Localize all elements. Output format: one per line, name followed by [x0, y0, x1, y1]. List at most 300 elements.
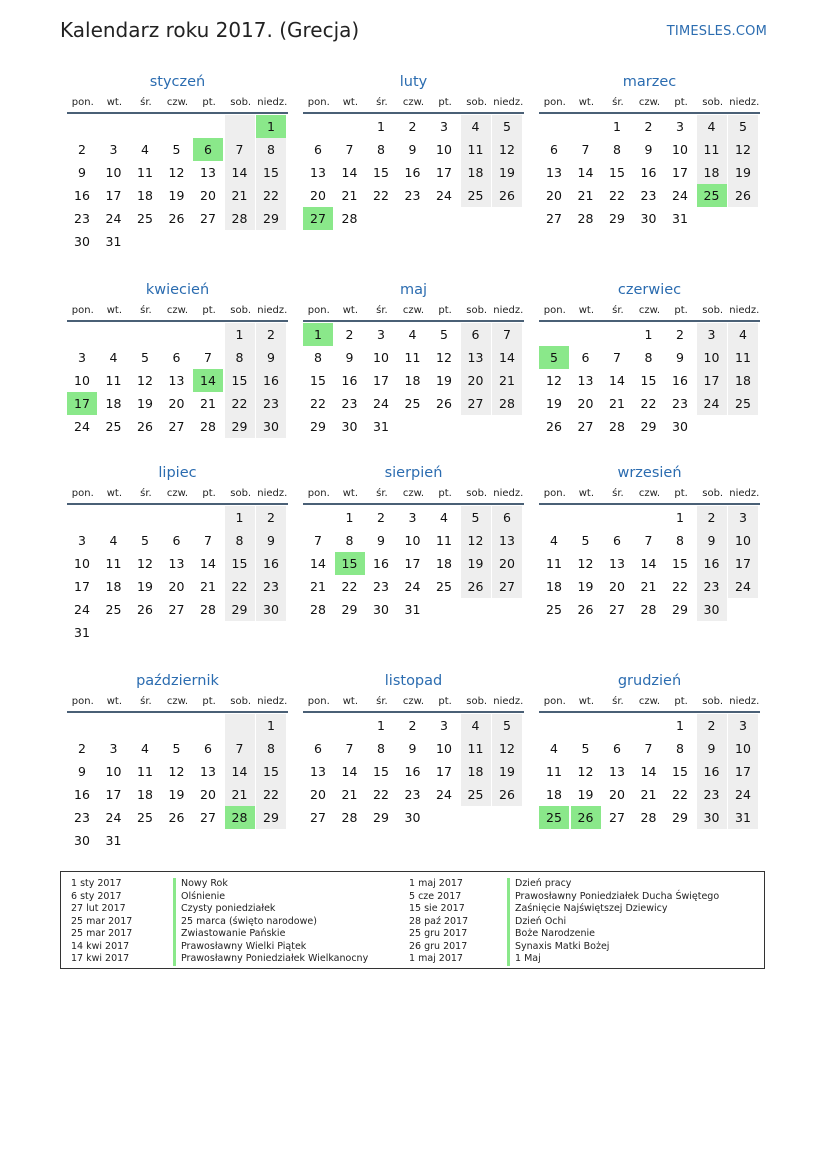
day-cell[interactable]: 25 [105, 602, 122, 617]
day-cell[interactable]: 15 [310, 373, 326, 388]
day-cell[interactable]: 23 [404, 188, 421, 203]
day-cell[interactable]: 10 [672, 142, 688, 157]
day-cell[interactable]: 30 [640, 211, 657, 226]
day-cell[interactable]: 5 [581, 741, 590, 756]
holiday-day-cell[interactable]: 27 [303, 207, 333, 230]
day-cell[interactable]: 15 [225, 552, 255, 575]
day-cell[interactable]: 30 [256, 598, 286, 621]
site-link[interactable]: TIMESLES.COM [666, 24, 767, 39]
day-cell[interactable]: 18 [697, 161, 727, 184]
day-cell[interactable]: 3 [728, 714, 758, 737]
day-cell[interactable]: 10 [74, 556, 90, 571]
day-cell[interactable]: 29 [609, 211, 625, 226]
day-cell[interactable]: 30 [256, 415, 286, 438]
day-cell[interactable]: 24 [728, 575, 758, 598]
day-cell[interactable]: 31 [728, 806, 758, 829]
day-cell[interactable]: 6 [461, 323, 491, 346]
day-cell[interactable]: 2 [408, 718, 417, 733]
day-cell[interactable]: 9 [408, 741, 417, 756]
day-cell[interactable]: 21 [577, 188, 594, 203]
day-cell[interactable]: 19 [728, 161, 758, 184]
day-cell[interactable]: 17 [436, 165, 452, 180]
day-cell[interactable]: 24 [436, 188, 452, 203]
day-cell[interactable]: 14 [577, 165, 594, 180]
day-cell[interactable]: 27 [310, 810, 326, 825]
day-cell[interactable]: 8 [613, 142, 621, 157]
day-cell[interactable]: 5 [492, 714, 522, 737]
day-cell[interactable]: 17 [436, 764, 452, 779]
day-cell[interactable]: 6 [581, 350, 590, 365]
day-cell[interactable]: 30 [74, 833, 90, 848]
day-cell[interactable]: 19 [436, 373, 452, 388]
day-cell[interactable]: 26 [728, 184, 758, 207]
day-cell[interactable]: 23 [74, 810, 90, 825]
day-cell[interactable]: 27 [577, 419, 594, 434]
day-cell[interactable]: 17 [728, 760, 758, 783]
day-cell[interactable]: 4 [550, 741, 558, 756]
day-cell[interactable]: 21 [640, 787, 657, 802]
day-cell[interactable]: 8 [377, 741, 385, 756]
day-cell[interactable]: 11 [728, 346, 758, 369]
day-cell[interactable]: 26 [137, 602, 153, 617]
day-cell[interactable]: 10 [404, 533, 421, 548]
day-cell[interactable]: 8 [256, 138, 286, 161]
day-cell[interactable]: 8 [314, 350, 322, 365]
day-cell[interactable]: 18 [137, 787, 153, 802]
day-cell[interactable]: 8 [676, 533, 684, 548]
day-cell[interactable]: 22 [225, 575, 255, 598]
day-cell[interactable]: 21 [341, 787, 358, 802]
day-cell[interactable]: 31 [404, 602, 421, 617]
day-cell[interactable]: 23 [697, 575, 727, 598]
day-cell[interactable]: 13 [200, 764, 216, 779]
day-cell[interactable]: 24 [436, 787, 452, 802]
day-cell[interactable]: 16 [341, 373, 358, 388]
day-cell[interactable]: 7 [225, 138, 255, 161]
day-cell[interactable]: 4 [408, 327, 417, 342]
day-cell[interactable]: 2 [644, 119, 653, 134]
day-cell[interactable]: 26 [492, 184, 522, 207]
day-cell[interactable]: 18 [461, 760, 491, 783]
day-cell[interactable]: 6 [613, 741, 621, 756]
day-cell[interactable]: 15 [373, 764, 389, 779]
day-cell[interactable]: 2 [78, 741, 86, 756]
day-cell[interactable]: 23 [404, 787, 421, 802]
day-cell[interactable]: 8 [256, 737, 286, 760]
day-cell[interactable]: 19 [492, 161, 522, 184]
holiday-day-cell[interactable]: 6 [193, 138, 223, 161]
day-cell[interactable]: 31 [74, 625, 90, 640]
day-cell[interactable]: 27 [200, 211, 216, 226]
day-cell[interactable]: 11 [137, 165, 153, 180]
day-cell[interactable]: 1 [377, 718, 385, 733]
day-cell[interactable]: 14 [200, 556, 216, 571]
day-cell[interactable]: 18 [436, 556, 452, 571]
day-cell[interactable]: 24 [404, 579, 421, 594]
day-cell[interactable]: 11 [461, 138, 491, 161]
day-cell[interactable]: 1 [345, 510, 354, 525]
day-cell[interactable]: 9 [256, 346, 286, 369]
day-cell[interactable]: 21 [225, 783, 255, 806]
day-cell[interactable]: 21 [310, 579, 326, 594]
day-cell[interactable]: 11 [546, 556, 562, 571]
day-cell[interactable]: 4 [461, 115, 491, 138]
day-cell[interactable]: 1 [256, 714, 286, 737]
day-cell[interactable]: 2 [697, 506, 727, 529]
day-cell[interactable]: 6 [172, 533, 181, 548]
day-cell[interactable]: 4 [550, 533, 558, 548]
day-cell[interactable]: 29 [225, 415, 255, 438]
day-cell[interactable]: 20 [546, 188, 562, 203]
day-cell[interactable]: 11 [546, 764, 562, 779]
day-cell[interactable]: 26 [461, 575, 491, 598]
day-cell[interactable]: 17 [728, 552, 758, 575]
day-cell[interactable]: 11 [105, 556, 122, 571]
day-cell[interactable]: 3 [109, 142, 118, 157]
day-cell[interactable]: 6 [172, 350, 181, 365]
day-cell[interactable]: 24 [74, 419, 90, 434]
holiday-day-cell[interactable]: 14 [193, 369, 223, 392]
day-cell[interactable]: 23 [341, 396, 358, 411]
day-cell[interactable]: 29 [373, 810, 389, 825]
day-cell[interactable]: 26 [577, 602, 594, 617]
day-cell[interactable]: 19 [577, 579, 594, 594]
day-cell[interactable]: 27 [609, 810, 625, 825]
day-cell[interactable]: 16 [74, 188, 90, 203]
day-cell[interactable]: 28 [200, 419, 216, 434]
day-cell[interactable]: 8 [225, 346, 255, 369]
day-cell[interactable]: 25 [137, 211, 153, 226]
day-cell[interactable]: 27 [546, 211, 562, 226]
day-cell[interactable]: 28 [225, 207, 255, 230]
day-cell[interactable]: 12 [436, 350, 452, 365]
day-cell[interactable]: 25 [137, 810, 153, 825]
day-cell[interactable]: 31 [105, 833, 122, 848]
day-cell[interactable]: 18 [728, 369, 758, 392]
day-cell[interactable]: 14 [341, 764, 358, 779]
day-cell[interactable]: 4 [440, 510, 448, 525]
day-cell[interactable]: 24 [105, 211, 122, 226]
day-cell[interactable]: 19 [168, 787, 185, 802]
day-cell[interactable]: 9 [78, 764, 86, 779]
day-cell[interactable]: 17 [404, 556, 421, 571]
day-cell[interactable]: 3 [440, 119, 448, 134]
day-cell[interactable]: 3 [377, 327, 385, 342]
day-cell[interactable]: 3 [78, 533, 86, 548]
day-cell[interactable]: 24 [74, 602, 90, 617]
day-cell[interactable]: 21 [225, 184, 255, 207]
day-cell[interactable]: 26 [546, 419, 562, 434]
day-cell[interactable]: 28 [200, 602, 216, 617]
day-cell[interactable]: 10 [728, 737, 758, 760]
day-cell[interactable]: 5 [141, 350, 149, 365]
day-cell[interactable]: 16 [404, 764, 421, 779]
day-cell[interactable]: 28 [341, 810, 358, 825]
day-cell[interactable]: 29 [672, 602, 688, 617]
day-cell[interactable]: 10 [436, 142, 452, 157]
day-cell[interactable]: 13 [609, 764, 625, 779]
holiday-day-cell[interactable]: 25 [697, 184, 727, 207]
day-cell[interactable]: 21 [200, 396, 216, 411]
day-cell[interactable]: 12 [168, 165, 185, 180]
day-cell[interactable]: 29 [672, 810, 688, 825]
day-cell[interactable]: 24 [697, 392, 727, 415]
day-cell[interactable]: 22 [256, 783, 286, 806]
day-cell[interactable]: 4 [109, 350, 118, 365]
day-cell[interactable]: 3 [408, 510, 417, 525]
day-cell[interactable]: 13 [609, 556, 625, 571]
day-cell[interactable]: 11 [436, 533, 452, 548]
holiday-day-cell[interactable]: 1 [303, 323, 333, 346]
day-cell[interactable]: 26 [492, 783, 522, 806]
day-cell[interactable]: 15 [672, 556, 688, 571]
day-cell[interactable]: 5 [440, 327, 448, 342]
day-cell[interactable]: 21 [640, 579, 657, 594]
day-cell[interactable]: 24 [672, 188, 688, 203]
day-cell[interactable]: 15 [373, 165, 389, 180]
day-cell[interactable]: 9 [676, 350, 684, 365]
day-cell[interactable]: 18 [546, 787, 562, 802]
day-cell[interactable]: 12 [168, 764, 185, 779]
day-cell[interactable]: 12 [546, 373, 562, 388]
day-cell[interactable]: 2 [676, 327, 684, 342]
day-cell[interactable]: 2 [256, 506, 286, 529]
day-cell[interactable]: 12 [137, 373, 153, 388]
day-cell[interactable]: 17 [373, 373, 389, 388]
day-cell[interactable]: 5 [581, 533, 590, 548]
day-cell[interactable]: 16 [640, 165, 657, 180]
day-cell[interactable]: 1 [613, 119, 621, 134]
day-cell[interactable]: 9 [377, 533, 385, 548]
day-cell[interactable]: 22 [672, 787, 688, 802]
day-cell[interactable]: 30 [404, 810, 421, 825]
day-cell[interactable]: 4 [461, 714, 491, 737]
day-cell[interactable]: 3 [109, 741, 118, 756]
day-cell[interactable]: 28 [640, 602, 657, 617]
day-cell[interactable]: 20 [168, 579, 185, 594]
day-cell[interactable]: 13 [200, 165, 216, 180]
day-cell[interactable]: 2 [408, 119, 417, 134]
day-cell[interactable]: 15 [609, 165, 625, 180]
day-cell[interactable]: 8 [676, 741, 684, 756]
day-cell[interactable]: 6 [314, 741, 322, 756]
day-cell[interactable]: 12 [577, 556, 594, 571]
day-cell[interactable]: 16 [697, 552, 727, 575]
day-cell[interactable]: 14 [492, 346, 522, 369]
day-cell[interactable]: 15 [256, 760, 286, 783]
day-cell[interactable]: 7 [314, 533, 322, 548]
day-cell[interactable]: 20 [609, 579, 625, 594]
day-cell[interactable]: 23 [373, 579, 389, 594]
day-cell[interactable]: 7 [613, 350, 621, 365]
day-cell[interactable]: 2 [697, 714, 727, 737]
day-cell[interactable]: 12 [728, 138, 758, 161]
day-cell[interactable]: 24 [728, 783, 758, 806]
day-cell[interactable]: 20 [609, 787, 625, 802]
day-cell[interactable]: 25 [404, 396, 421, 411]
day-cell[interactable]: 20 [492, 552, 522, 575]
day-cell[interactable]: 26 [137, 419, 153, 434]
day-cell[interactable]: 11 [697, 138, 727, 161]
day-cell[interactable]: 16 [373, 556, 389, 571]
day-cell[interactable]: 20 [168, 396, 185, 411]
day-cell[interactable]: 1 [676, 718, 684, 733]
day-cell[interactable]: 10 [697, 346, 727, 369]
day-cell[interactable]: 11 [137, 764, 153, 779]
day-cell[interactable]: 1 [225, 506, 255, 529]
day-cell[interactable]: 21 [341, 188, 358, 203]
day-cell[interactable]: 6 [492, 506, 522, 529]
day-cell[interactable]: 5 [728, 115, 758, 138]
day-cell[interactable]: 19 [137, 579, 153, 594]
day-cell[interactable]: 29 [256, 207, 286, 230]
day-cell[interactable]: 17 [672, 165, 688, 180]
day-cell[interactable]: 7 [581, 142, 590, 157]
day-cell[interactable]: 15 [640, 373, 657, 388]
day-cell[interactable]: 29 [341, 602, 358, 617]
day-cell[interactable]: 25 [728, 392, 758, 415]
day-cell[interactable]: 14 [225, 161, 255, 184]
day-cell[interactable]: 19 [137, 396, 153, 411]
day-cell[interactable]: 18 [461, 161, 491, 184]
holiday-day-cell[interactable]: 15 [335, 552, 365, 575]
day-cell[interactable]: 20 [310, 188, 326, 203]
day-cell[interactable]: 22 [640, 396, 657, 411]
day-cell[interactable]: 15 [225, 369, 255, 392]
holiday-day-cell[interactable]: 17 [67, 392, 97, 415]
holiday-day-cell[interactable]: 28 [225, 806, 255, 829]
day-cell[interactable]: 20 [577, 396, 594, 411]
day-cell[interactable]: 3 [78, 350, 86, 365]
day-cell[interactable]: 20 [200, 188, 216, 203]
day-cell[interactable]: 9 [256, 529, 286, 552]
day-cell[interactable]: 3 [697, 323, 727, 346]
day-cell[interactable]: 7 [204, 350, 212, 365]
day-cell[interactable]: 8 [644, 350, 653, 365]
day-cell[interactable]: 13 [168, 556, 185, 571]
day-cell[interactable]: 25 [461, 184, 491, 207]
day-cell[interactable]: 22 [310, 396, 326, 411]
day-cell[interactable]: 11 [404, 350, 421, 365]
day-cell[interactable]: 13 [168, 373, 185, 388]
day-cell[interactable]: 22 [256, 184, 286, 207]
day-cell[interactable]: 23 [640, 188, 657, 203]
day-cell[interactable]: 16 [256, 552, 286, 575]
day-cell[interactable]: 19 [492, 760, 522, 783]
day-cell[interactable]: 22 [341, 579, 358, 594]
day-cell[interactable]: 1 [225, 323, 255, 346]
day-cell[interactable]: 5 [461, 506, 491, 529]
day-cell[interactable]: 21 [200, 579, 216, 594]
day-cell[interactable]: 12 [461, 529, 491, 552]
day-cell[interactable]: 7 [345, 142, 354, 157]
day-cell[interactable]: 2 [345, 327, 354, 342]
day-cell[interactable]: 15 [256, 161, 286, 184]
day-cell[interactable]: 30 [697, 806, 727, 829]
day-cell[interactable]: 4 [141, 741, 149, 756]
day-cell[interactable]: 28 [640, 810, 657, 825]
day-cell[interactable]: 6 [204, 741, 212, 756]
day-cell[interactable]: 14 [225, 760, 255, 783]
day-cell[interactable]: 3 [440, 718, 448, 733]
day-cell[interactable]: 6 [550, 142, 558, 157]
day-cell[interactable]: 6 [314, 142, 322, 157]
day-cell[interactable]: 9 [697, 529, 727, 552]
day-cell[interactable]: 28 [492, 392, 522, 415]
day-cell[interactable]: 30 [74, 234, 90, 249]
day-cell[interactable]: 4 [728, 323, 758, 346]
day-cell[interactable]: 7 [644, 533, 653, 548]
day-cell[interactable]: 23 [697, 783, 727, 806]
day-cell[interactable]: 22 [373, 188, 389, 203]
day-cell[interactable]: 12 [492, 737, 522, 760]
day-cell[interactable]: 28 [310, 602, 326, 617]
day-cell[interactable]: 18 [105, 396, 122, 411]
day-cell[interactable]: 22 [373, 787, 389, 802]
day-cell[interactable]: 9 [644, 142, 653, 157]
day-cell[interactable]: 18 [546, 579, 562, 594]
day-cell[interactable]: 28 [341, 211, 358, 226]
day-cell[interactable]: 27 [168, 419, 185, 434]
day-cell[interactable]: 22 [672, 579, 688, 594]
day-cell[interactable]: 1 [676, 510, 684, 525]
day-cell[interactable]: 10 [728, 529, 758, 552]
day-cell[interactable]: 20 [200, 787, 216, 802]
day-cell[interactable]: 17 [105, 787, 122, 802]
day-cell[interactable]: 23 [256, 575, 286, 598]
day-cell[interactable]: 14 [609, 373, 625, 388]
day-cell[interactable]: 23 [256, 392, 286, 415]
day-cell[interactable]: 5 [172, 741, 181, 756]
day-cell[interactable]: 9 [697, 737, 727, 760]
day-cell[interactable]: 29 [256, 806, 286, 829]
day-cell[interactable]: 10 [74, 373, 90, 388]
day-cell[interactable]: 8 [377, 142, 385, 157]
day-cell[interactable]: 9 [408, 142, 417, 157]
day-cell[interactable]: 25 [546, 602, 562, 617]
holiday-day-cell[interactable]: 5 [539, 346, 569, 369]
day-cell[interactable]: 18 [105, 579, 122, 594]
day-cell[interactable]: 28 [577, 211, 594, 226]
day-cell[interactable]: 13 [310, 165, 326, 180]
day-cell[interactable]: 29 [310, 419, 326, 434]
day-cell[interactable]: 3 [676, 119, 684, 134]
day-cell[interactable]: 19 [577, 787, 594, 802]
day-cell[interactable]: 16 [672, 373, 688, 388]
day-cell[interactable]: 28 [609, 419, 625, 434]
day-cell[interactable]: 21 [609, 396, 625, 411]
day-cell[interactable]: 14 [341, 165, 358, 180]
day-cell[interactable]: 13 [577, 373, 594, 388]
day-cell[interactable]: 7 [345, 741, 354, 756]
day-cell[interactable]: 17 [74, 579, 90, 594]
day-cell[interactable]: 23 [74, 211, 90, 226]
day-cell[interactable]: 10 [105, 165, 122, 180]
day-cell[interactable]: 27 [609, 602, 625, 617]
day-cell[interactable]: 21 [492, 369, 522, 392]
day-cell[interactable]: 11 [461, 737, 491, 760]
day-cell[interactable]: 14 [640, 764, 657, 779]
day-cell[interactable]: 12 [492, 138, 522, 161]
day-cell[interactable]: 12 [577, 764, 594, 779]
day-cell[interactable]: 30 [672, 419, 688, 434]
day-cell[interactable]: 31 [105, 234, 122, 249]
day-cell[interactable]: 7 [204, 533, 212, 548]
day-cell[interactable]: 7 [644, 741, 653, 756]
day-cell[interactable]: 13 [461, 346, 491, 369]
day-cell[interactable]: 27 [200, 810, 216, 825]
day-cell[interactable]: 5 [172, 142, 181, 157]
